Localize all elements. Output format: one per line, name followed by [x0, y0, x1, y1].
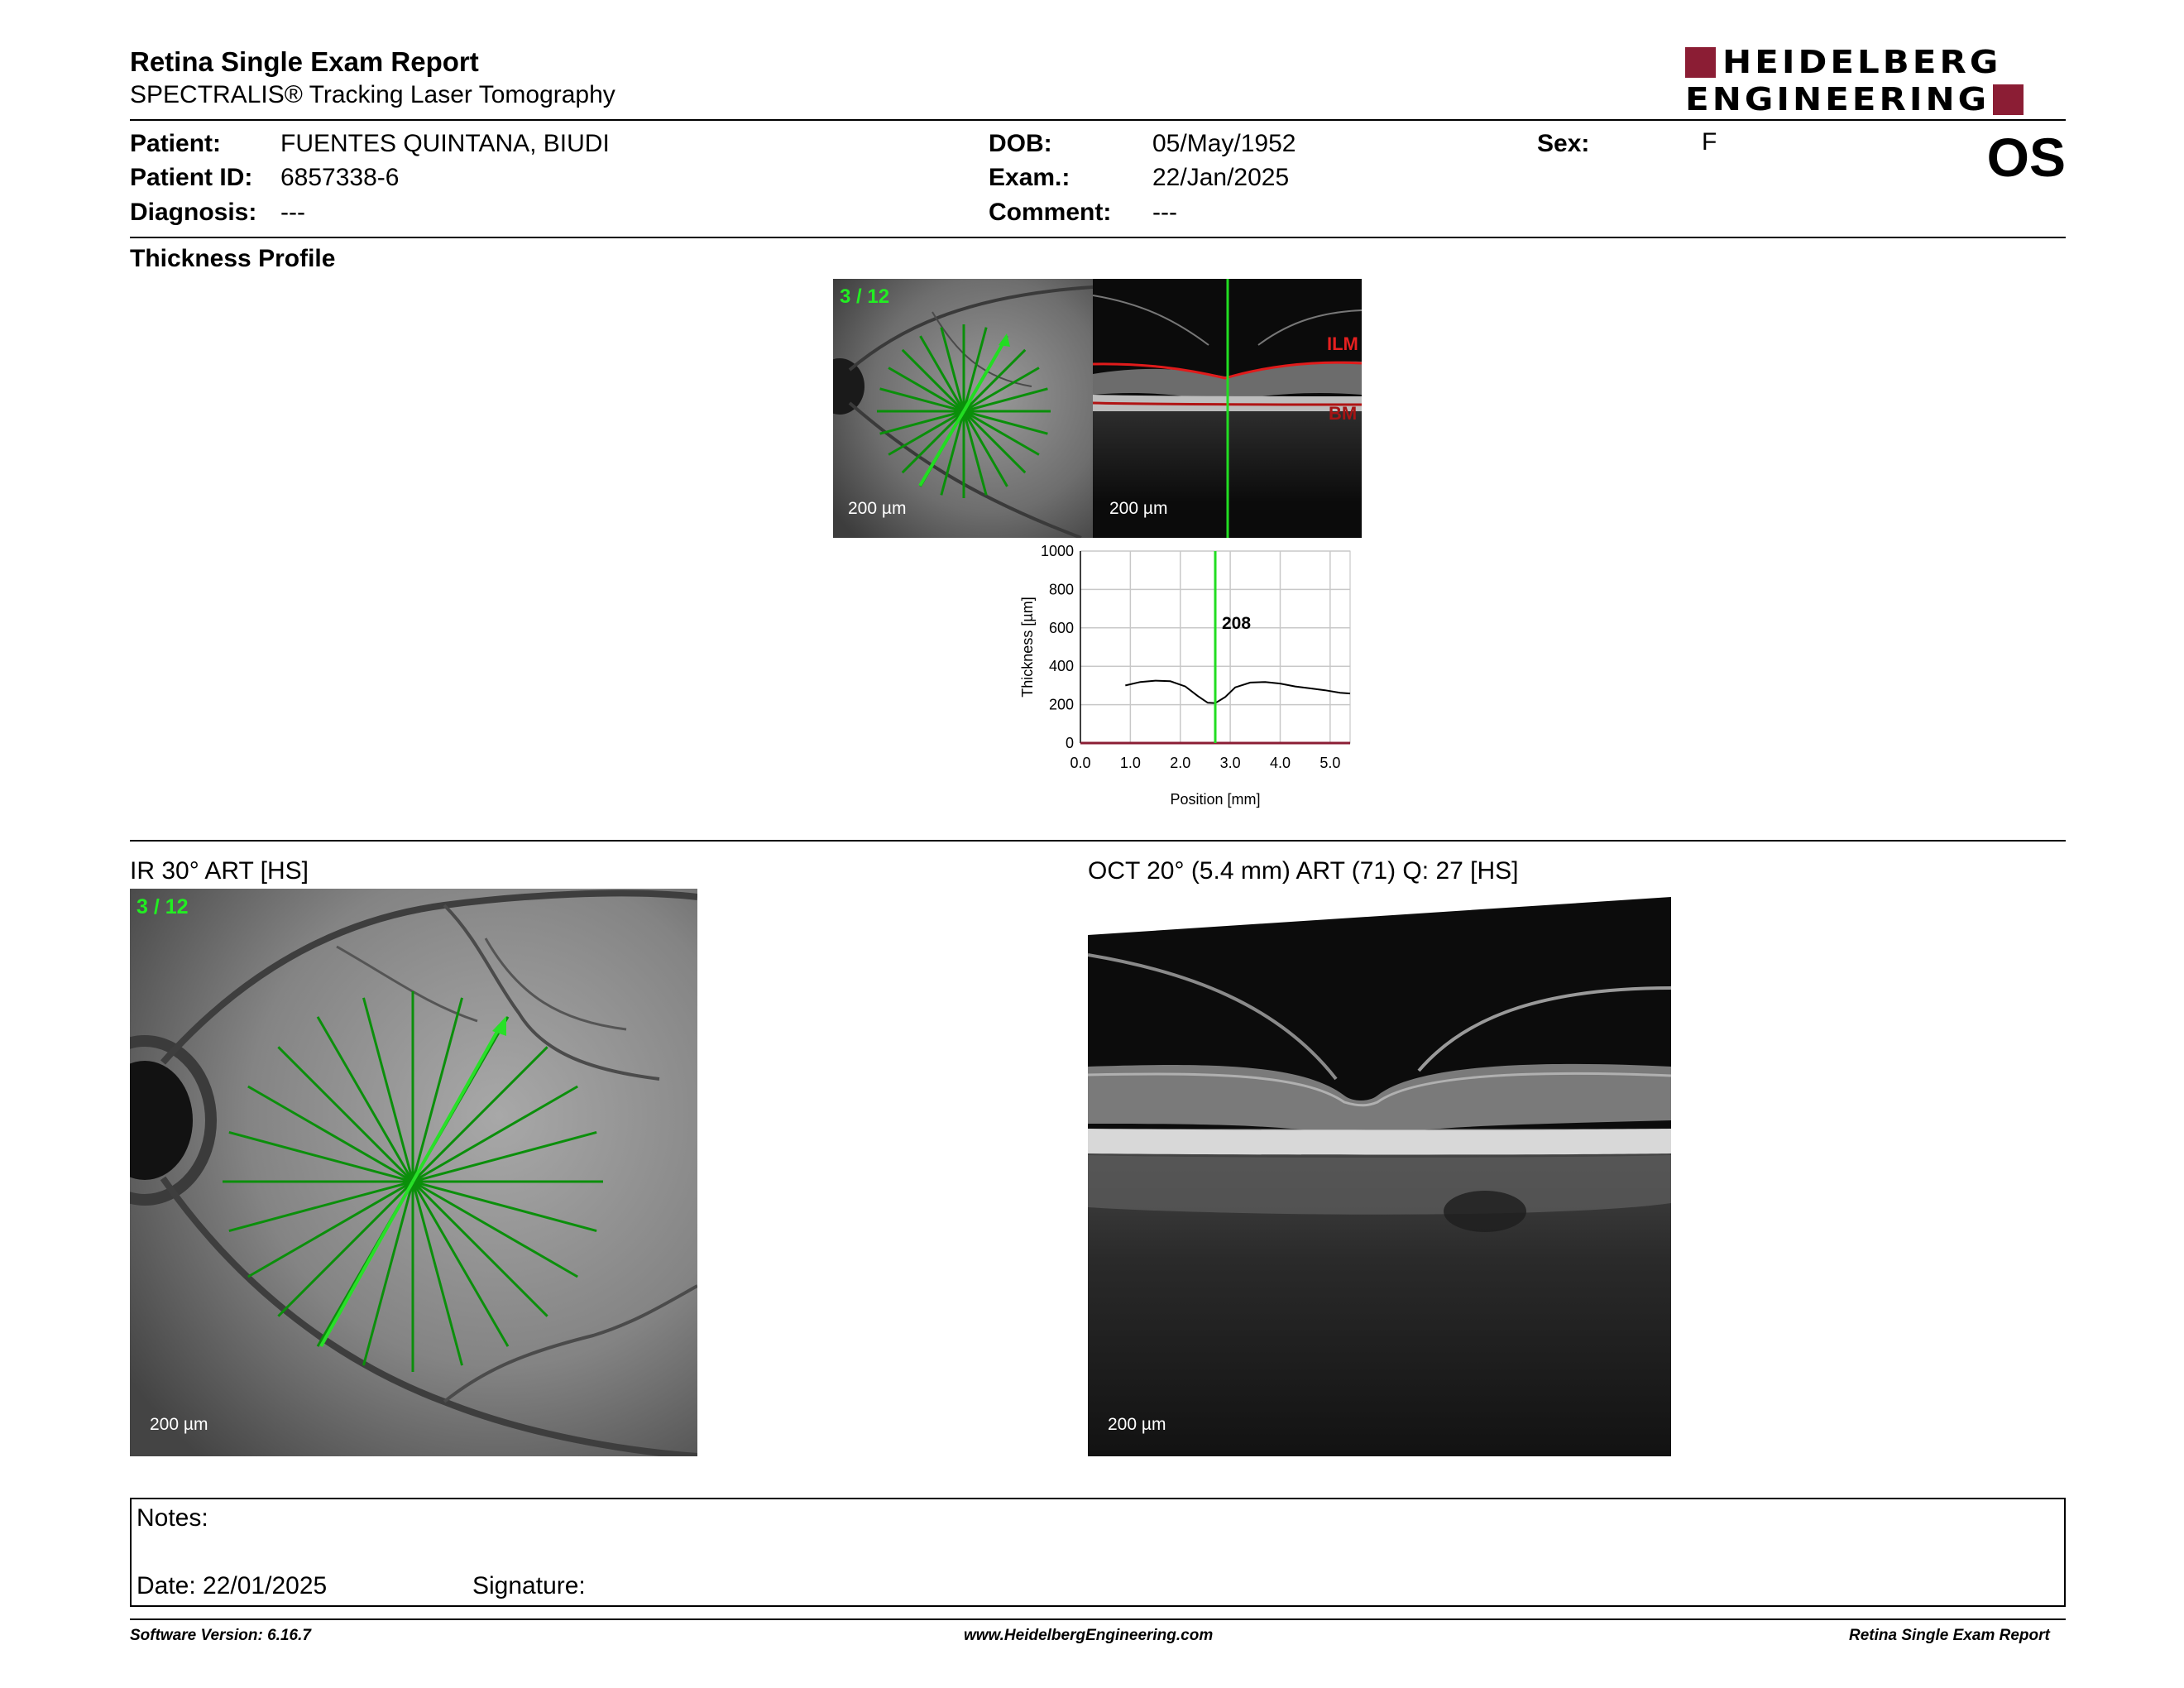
patient-name: FUENTES QUINTANA, BIUDI: [280, 130, 610, 157]
comment-value: ---: [1152, 199, 1177, 226]
patient-id: 6857338-6: [280, 164, 400, 191]
patient-label: Patient:: [130, 130, 222, 157]
fundus-thumb-scale: 200 µm: [848, 499, 907, 518]
bscan-thumbnail: [1093, 279, 1362, 538]
info-divider: [130, 237, 2066, 238]
y-axis-title: Thickness [µm]: [1019, 597, 1036, 698]
ir-fundus-svg: [130, 889, 697, 1456]
ir-fundus-image: [130, 889, 697, 1456]
footer-divider: [130, 1618, 2066, 1620]
x-tick-label: 4.0: [1269, 755, 1291, 771]
diagnosis-label: Diagnosis:: [130, 199, 257, 226]
exam-value: 22/Jan/2025: [1152, 164, 1290, 191]
x-tick-label: 5.0: [1320, 755, 1341, 771]
oct-bscan-image: [1088, 889, 1671, 1456]
patient-id-label: Patient ID:: [130, 164, 253, 191]
dob-value: 05/May/1952: [1152, 130, 1296, 157]
header-divider: [130, 119, 2066, 121]
bm-label: BM: [1329, 403, 1358, 424]
comment-label: Comment:: [989, 199, 1112, 226]
oct-image-label: OCT 20° (5.4 mm) ART (71) Q: 27 [HS]: [1088, 857, 1519, 885]
notes-label: Notes:: [136, 1504, 208, 1532]
oct-scale: 200 µm: [1108, 1415, 1166, 1434]
signature-label: Signature:: [472, 1572, 586, 1599]
y-tick-label: 600: [1048, 619, 1074, 636]
x-tick-label: 1.0: [1119, 755, 1141, 771]
date-label: Date: 22/01/2025: [136, 1572, 328, 1599]
diagnosis-value: ---: [280, 199, 305, 226]
x-tick-label: 3.0: [1219, 755, 1241, 771]
website: www.HeidelbergEngineering.com: [964, 1627, 1214, 1644]
notes-box: [130, 1498, 2066, 1607]
y-tick-label: 800: [1048, 581, 1074, 598]
sex-value: F: [1702, 128, 1717, 156]
ir-scale: 200 µm: [150, 1415, 208, 1434]
ir-image-label: IR 30° ART [HS]: [130, 857, 309, 885]
x-tick-label: 2.0: [1170, 755, 1191, 771]
y-tick-label: 0: [1065, 735, 1074, 751]
thickness-chart: [1018, 539, 1365, 821]
section-title: Thickness Profile: [130, 245, 336, 272]
chart-divider: [130, 840, 2066, 842]
report-subtitle: SPECTRALIS® Tracking Laser Tomography: [130, 81, 615, 108]
dob-label: DOB:: [989, 130, 1052, 157]
ir-counter: 3 / 12: [136, 895, 189, 918]
footer-report-name: Retina Single Exam Report: [1849, 1627, 2050, 1644]
fundus-thumbnail: [833, 279, 1093, 538]
y-tick-label: 200: [1048, 696, 1074, 713]
ilm-label: ILM: [1327, 333, 1358, 354]
x-axis-title: Position [mm]: [1170, 791, 1261, 808]
cursor-value-label: 208: [1222, 614, 1252, 634]
exam-label: Exam.:: [989, 164, 1070, 191]
y-tick-label: 1000: [1040, 543, 1074, 559]
eye-indicator: OS: [1986, 127, 2066, 188]
oct-bscan-svg: [1088, 889, 1671, 1456]
sex-label: Sex:: [1537, 130, 1590, 157]
x-tick-label: 0.0: [1070, 755, 1091, 771]
report-title: Retina Single Exam Report: [130, 46, 479, 77]
heidelberg-logo: HEIDELBERG ENGINEERING: [1685, 43, 2066, 119]
software-version: Software Version: 6.16.7: [130, 1627, 311, 1644]
bscan-thumb-scale: 200 µm: [1109, 499, 1168, 518]
y-tick-label: 400: [1048, 658, 1074, 675]
fundus-thumb-counter: 3 / 12: [840, 285, 890, 308]
